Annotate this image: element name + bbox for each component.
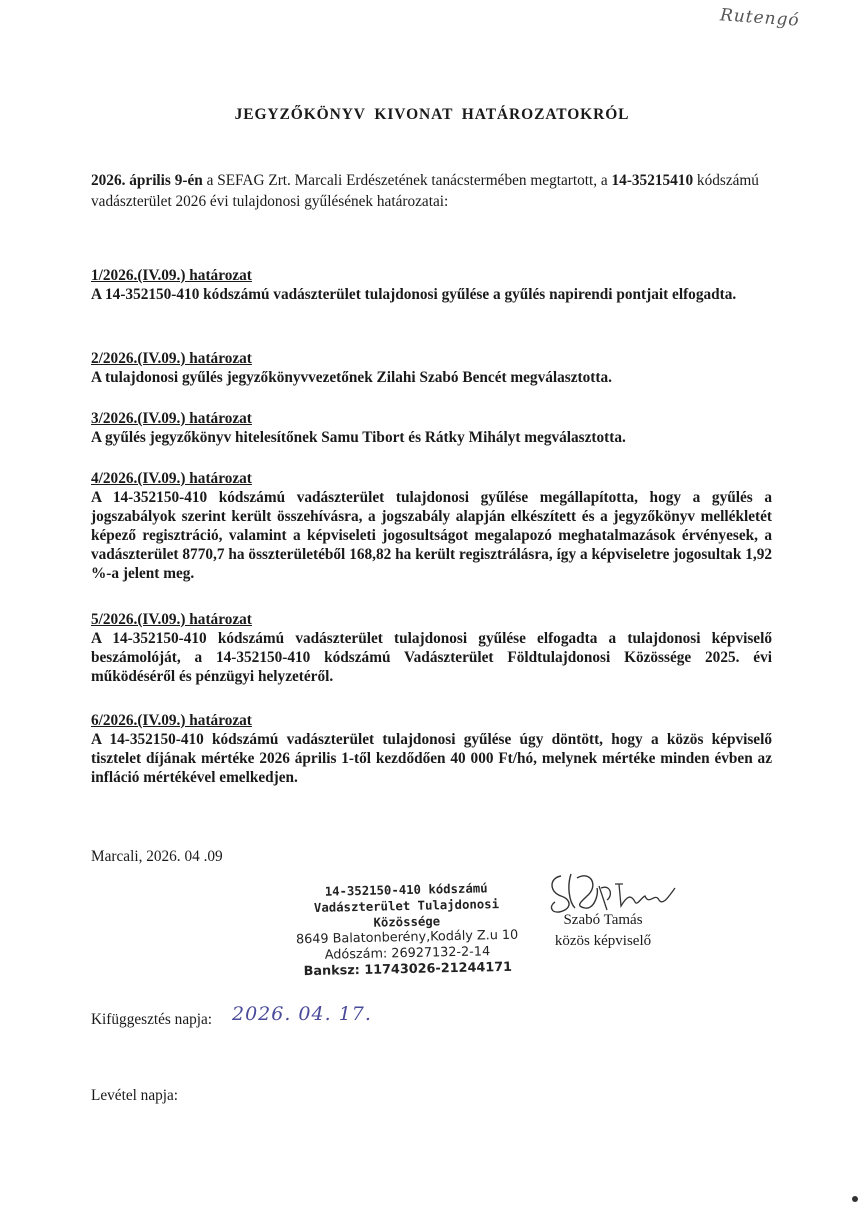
scan-mark	[852, 1196, 858, 1202]
official-stamp	[281, 879, 533, 980]
resolution-body: A tulajdonosi gyűlés jegyzőkönyvvezetőnek Zilahi Szabó Bencét megválasztotta.	[91, 369, 612, 386]
resolution-heading: 4/2026.(IV.09.) határozat	[91, 470, 252, 487]
handwritten-signature	[541, 866, 681, 916]
posted-date-handwritten: 2026. 04. 17.	[232, 1003, 372, 1025]
intro-text-2: kódszámú vadászterület 2026 évi tulajdonosi gyűlésének határozatai:	[91, 172, 759, 210]
meeting-date: 2026. április 9-én	[91, 172, 203, 189]
resolution-body: A 14-352150-410 kódszámú vadászterület tulajdonosi gyűlése a gyűlés napirendi pontjait elfogadta.	[91, 286, 737, 303]
stamp-line: 14-352150-410 kódszámú	[324, 881, 488, 899]
resolution-heading: 3/2026.(IV.09.) határozat	[91, 410, 252, 427]
resolution-4	[91, 469, 772, 583]
hunting-area-code: 14-35215410	[611, 172, 694, 189]
signer-role: közös képviselő	[554, 933, 652, 949]
signer-block	[548, 910, 658, 952]
stamp-line: Közössége	[373, 914, 441, 930]
resolution-body: A 14-352150-410 kódszámú vadászterület tulajdonosi gyűlése megállapította, hogy a gyűlés a jogszabályok szerint került összehívásra, a jogszabály alapján elkészített és a jegyzőkönyv mellékletét képező regisztráció, valamint a képviseleti jogosultságot megalapozó meghatalmazások érvényesek, a vadászterület 8770,7 ha összterületéből 168,82 ha került regisztrálásra, így a képviseletre jogosultak 1,92 %-a jelent meg.	[91, 489, 772, 582]
resolution-heading: 5/2026.(IV.09.) határozat	[91, 611, 252, 628]
resolution-3	[91, 409, 772, 447]
signer-name: Szabó Tamás	[563, 912, 643, 928]
stamp-line: Vadászterület Tulajdonosi	[313, 897, 500, 915]
resolution-heading: 6/2026.(IV.09.) határozat	[91, 712, 252, 729]
place-and-date: Marcali, 2026. 04 .09	[91, 848, 223, 865]
resolution-heading: 2/2026.(IV.09.) határozat	[91, 350, 252, 367]
stamp-line: 8649 Balatonberény,Kodály Z.u 10	[295, 927, 519, 948]
handwritten-note: Rutengó	[719, 5, 801, 31]
resolution-heading: 1/2026.(IV.09.) határozat	[91, 267, 252, 284]
resolution-body: A 14-352150-410 kódszámú vadászterület tulajdonosi gyűlése úgy döntött, hogy a közös képviselő tisztelet díjának mértéke 2026 április 1-től kezdődően 40 000 Ft/hó, melynek mértéke minden évben az infláció mértékével emelkedjen.	[91, 731, 772, 786]
resolution-body: A 14-352150-410 kódszámú vadászterület tulajdonosi gyűlése elfogadta a tulajdonosi képviselő beszámolóját, a 14-352150-410 kódszámú Vadászterület Földtulajdonosi Közössége 2025. évi működéséről és pénzügyi helyzetéről.	[91, 630, 772, 685]
stamp-line: Adószám: 26927132-2-14	[324, 944, 491, 963]
resolution-body: A gyűlés jegyzőkönyv hitelesítőnek Samu Tibort és Rátky Mihályt megválasztotta.	[91, 429, 626, 446]
resolution-5	[91, 610, 772, 686]
stamp-line: Banksz: 11743026-21244171	[303, 959, 513, 980]
document-title: JEGYZŐKÖNYV KIVONAT HATÁROZATOKRÓL	[234, 106, 630, 123]
posted-label: Kifüggesztés napja:	[91, 1011, 213, 1028]
resolution-2	[91, 349, 772, 387]
resolution-6	[91, 711, 772, 787]
intro-paragraph	[91, 170, 771, 212]
removed-label: Levétel napja:	[91, 1087, 179, 1104]
intro-text-1: a SEFAG Zrt. Marcali Erdészetének tanácstermében megtartott, a	[202, 172, 612, 189]
resolution-1	[91, 266, 772, 304]
